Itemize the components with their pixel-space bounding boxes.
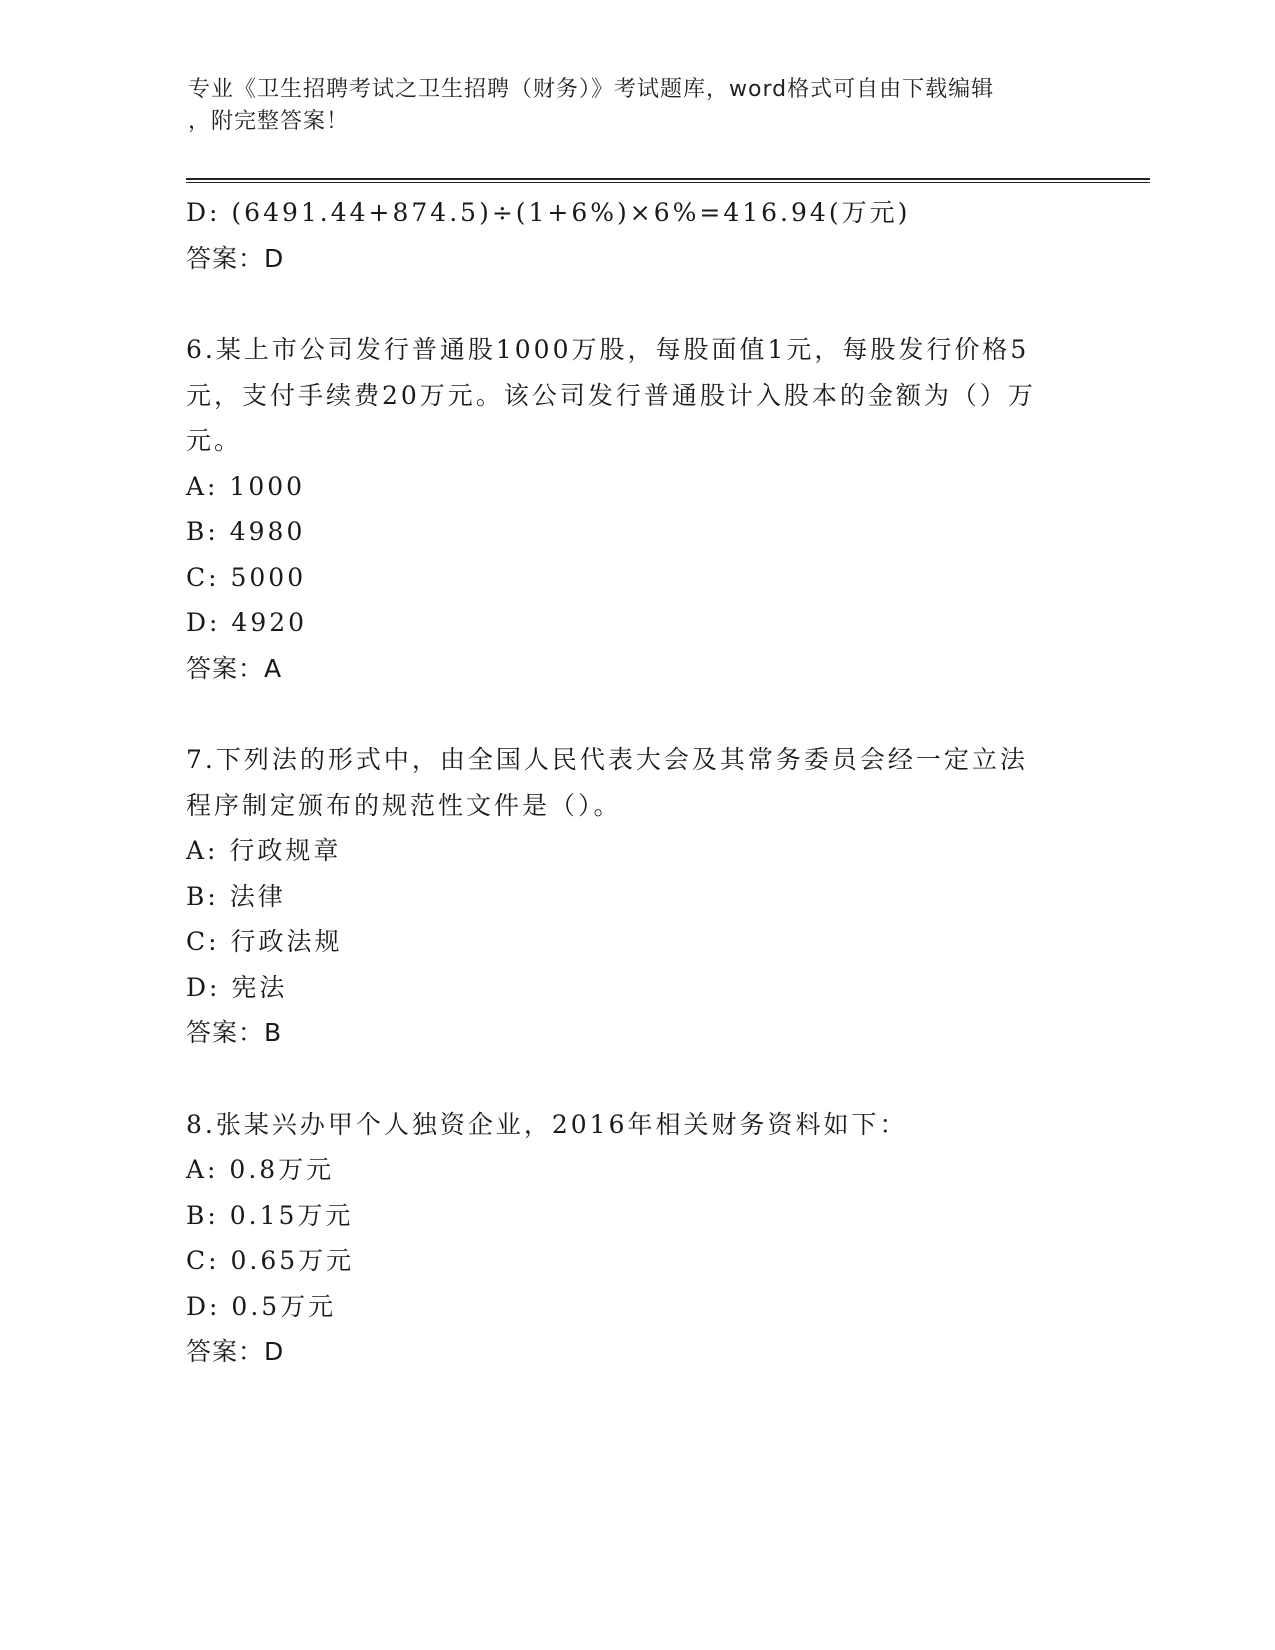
- answer-line: 答案：D: [186, 1337, 285, 1366]
- document-body: [186, 190, 1086, 1375]
- option-b: B: 法律: [186, 881, 286, 911]
- option-d: D: 宪法: [186, 972, 288, 1002]
- answer-line: 答案：A: [186, 653, 283, 683]
- answer-line: 答案：D: [186, 243, 285, 273]
- question-stem: 程序制定颁布的规范性文件是（）。: [186, 790, 622, 820]
- option-c: C: 行政法规: [186, 927, 343, 956]
- question-stem: 元。: [186, 426, 243, 455]
- option-d: D: 0.5万元: [186, 1291, 337, 1321]
- question-stem: 8.张某兴办甲个人独资企业，2016年相关财务资料如下：: [186, 1109, 908, 1139]
- option-a: A: 行政规章: [186, 836, 342, 865]
- answer-line: 答案：B: [186, 1018, 283, 1047]
- question-stem: 6.某上市公司发行普通股1000万股，每股面值1元，每股发行价格5: [186, 335, 1030, 364]
- header-divider: [186, 178, 1150, 183]
- question-stem: 元，支付手续费20万元。该公司发行普通股计入股本的金额为（）万: [186, 380, 1036, 410]
- option-c: C: 5000: [186, 562, 307, 592]
- option-c: C: 0.65万元: [186, 1246, 355, 1275]
- document-header: [188, 74, 1068, 138]
- option-d: D: (6491.44+874.5)÷(1+6%)×6%=416.94(万元): [186, 198, 911, 227]
- spacer: [186, 691, 1086, 737]
- question-block-8: [186, 1102, 1086, 1375]
- header-title-continuation: ，附完整答案！: [188, 109, 350, 134]
- spacer: [186, 281, 1086, 327]
- option-a: A: 1000: [186, 471, 306, 501]
- question-stem: 7.下列法的形式中，由全国人民代表大会及其常务委员会经一定立法: [186, 745, 1028, 774]
- option-a: A: 0.8万元: [186, 1155, 335, 1184]
- spacer: [186, 1056, 1086, 1102]
- question-block-6: [186, 327, 1086, 691]
- option-d: D: 4920: [186, 608, 308, 637]
- header-title-line: 专业《卫生招聘考试之卫生招聘（财务）》考试题库，word格式可自由下载编辑: [188, 77, 995, 102]
- question-block-7: [186, 737, 1086, 1056]
- option-b: B: 4980: [186, 517, 306, 546]
- option-b: B: 0.15万元: [186, 1200, 354, 1230]
